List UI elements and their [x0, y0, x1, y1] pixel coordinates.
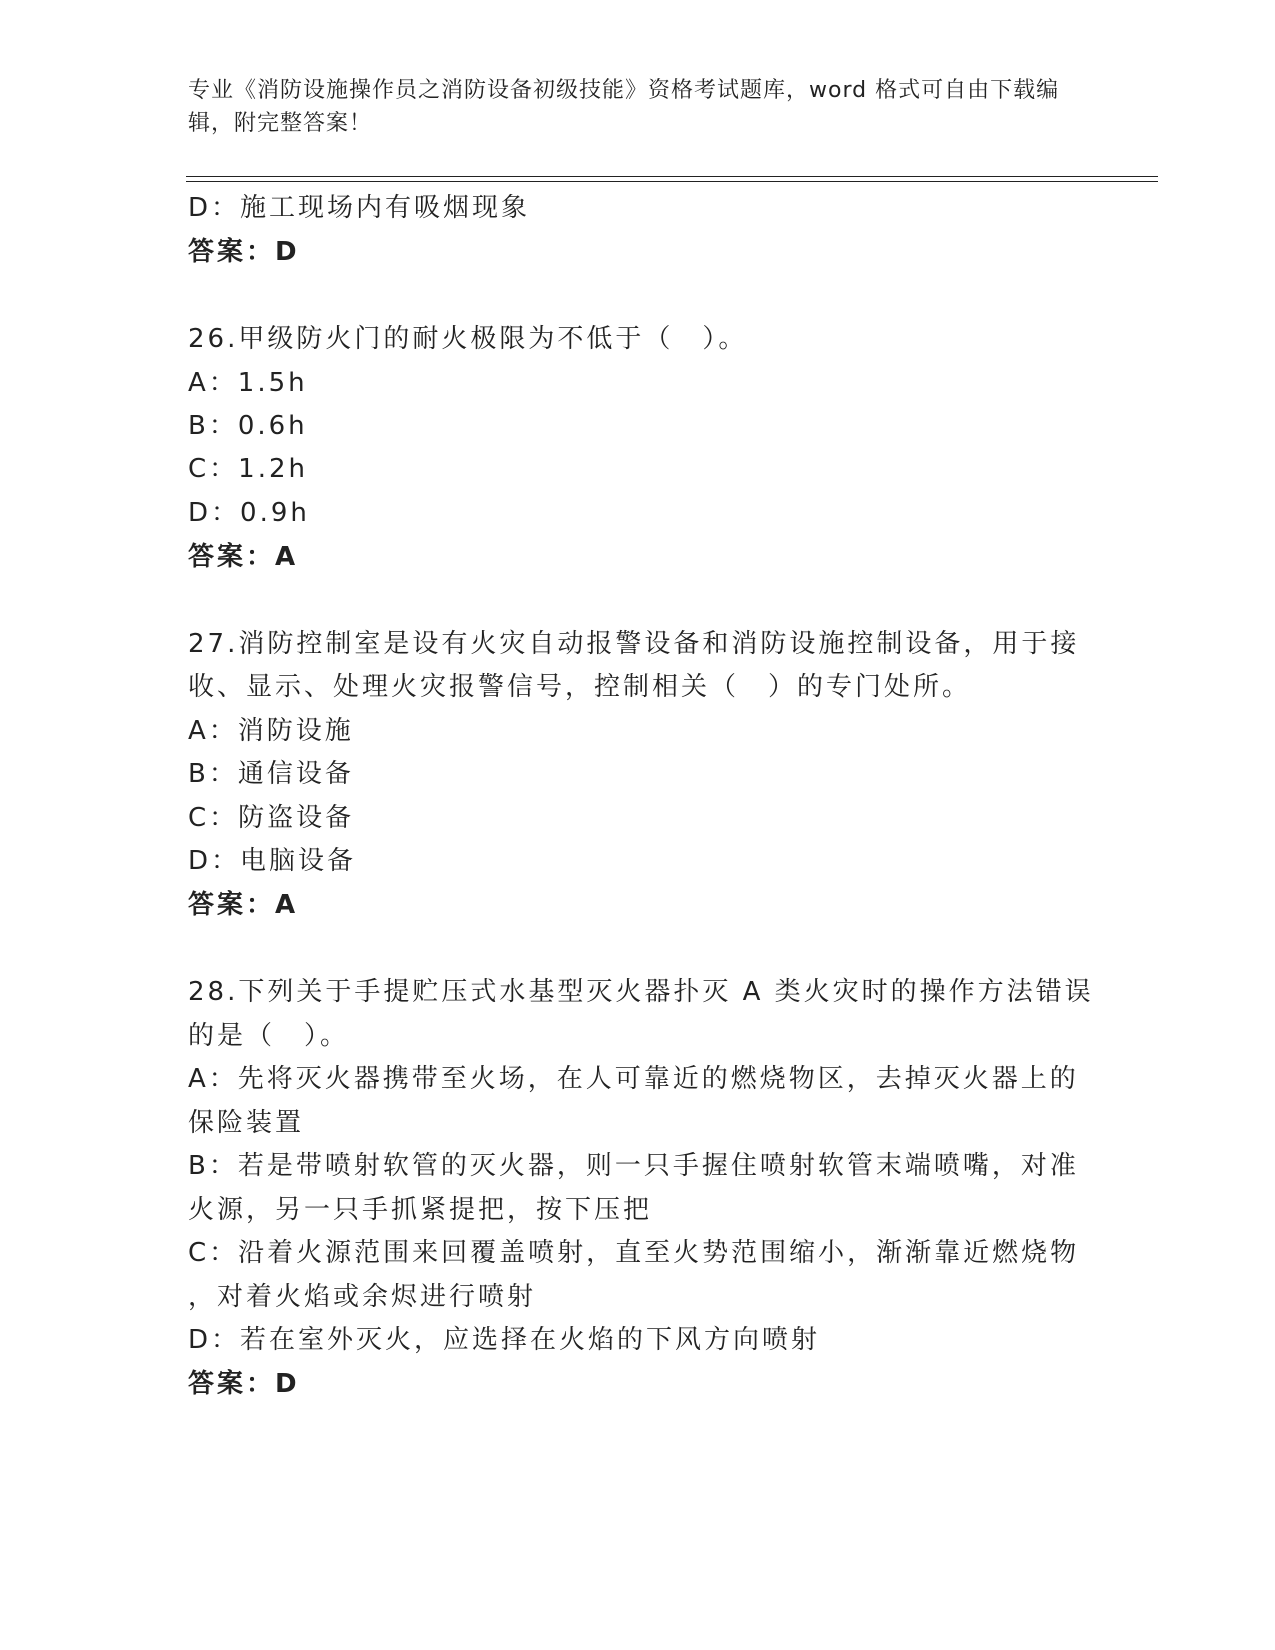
- question-27-option-d: D：电脑设备: [188, 846, 357, 876]
- question-28-option-a-line-2: 保险装置: [188, 1108, 305, 1138]
- question-28-option-c-line-2: ，对着火焰或余烬进行喷射: [188, 1282, 537, 1312]
- prev-question-option-d: D：施工现场内有吸烟现象: [188, 193, 531, 223]
- document-intro: 专业《消防设施操作员之消防设备初级技能》资格考试题库，word 格式可自由下载编辑，附完整答案！: [188, 78, 1060, 136]
- question-26-answer: 答案：A: [188, 542, 299, 572]
- question-27-option-a: A：消防设施: [188, 716, 354, 746]
- question-27-stem-line-1: 27.消防控制室是设有火灾自动报警设备和消防设施控制设备，用于接: [188, 629, 1080, 659]
- question-26-option-a: A：1.5h: [188, 368, 308, 398]
- question-28-option-a-line-1: A：先将灭火器携带至火场，在人可靠近的燃烧物区，去掉灭火器上的: [188, 1064, 1079, 1094]
- question-26-option-c: C：1.2h: [188, 454, 308, 484]
- header-divider-top: [186, 176, 1158, 177]
- question-28-option-b-line-2: 火源，另一只手抓紧提把，按下压把: [188, 1195, 653, 1225]
- header-divider-bottom: [186, 181, 1158, 182]
- question-27-option-c: C：防盗设备: [188, 803, 355, 833]
- prev-question-answer: 答案：D: [188, 237, 300, 267]
- question-27-option-b: B：通信设备: [188, 759, 354, 789]
- question-27-stem-line-2: 收、显示、处理火灾报警信号，控制相关（ ）的专门处所。: [188, 672, 972, 702]
- question-28-answer: 答案：D: [188, 1369, 300, 1399]
- question-27-answer: 答案：A: [188, 890, 299, 920]
- question-28-option-c-line-1: C：沿着火源范围来回覆盖喷射，直至火势范围缩小，渐渐靠近燃烧物: [188, 1238, 1080, 1268]
- question-28-option-d: D：若在室外灭火，应选择在火焰的下风方向喷射: [188, 1325, 821, 1355]
- question-26-stem: 26.甲级防火门的耐火极限为不低于（ ）。: [188, 324, 748, 354]
- question-28-option-b-line-1: B：若是带喷射软管的灭火器，则一只手握住喷射软管末端喷嘴，对准: [188, 1151, 1079, 1181]
- question-28-stem-line-2: 的是（ ）。: [188, 1021, 350, 1051]
- question-28-stem-line-1: 28.下列关于手提贮压式水基型灭火器扑灭 A 类火灾时的操作方法错误: [188, 977, 1094, 1007]
- question-26-option-d: D：0.9h: [188, 498, 310, 528]
- question-26-option-b: B：0.6h: [188, 411, 308, 441]
